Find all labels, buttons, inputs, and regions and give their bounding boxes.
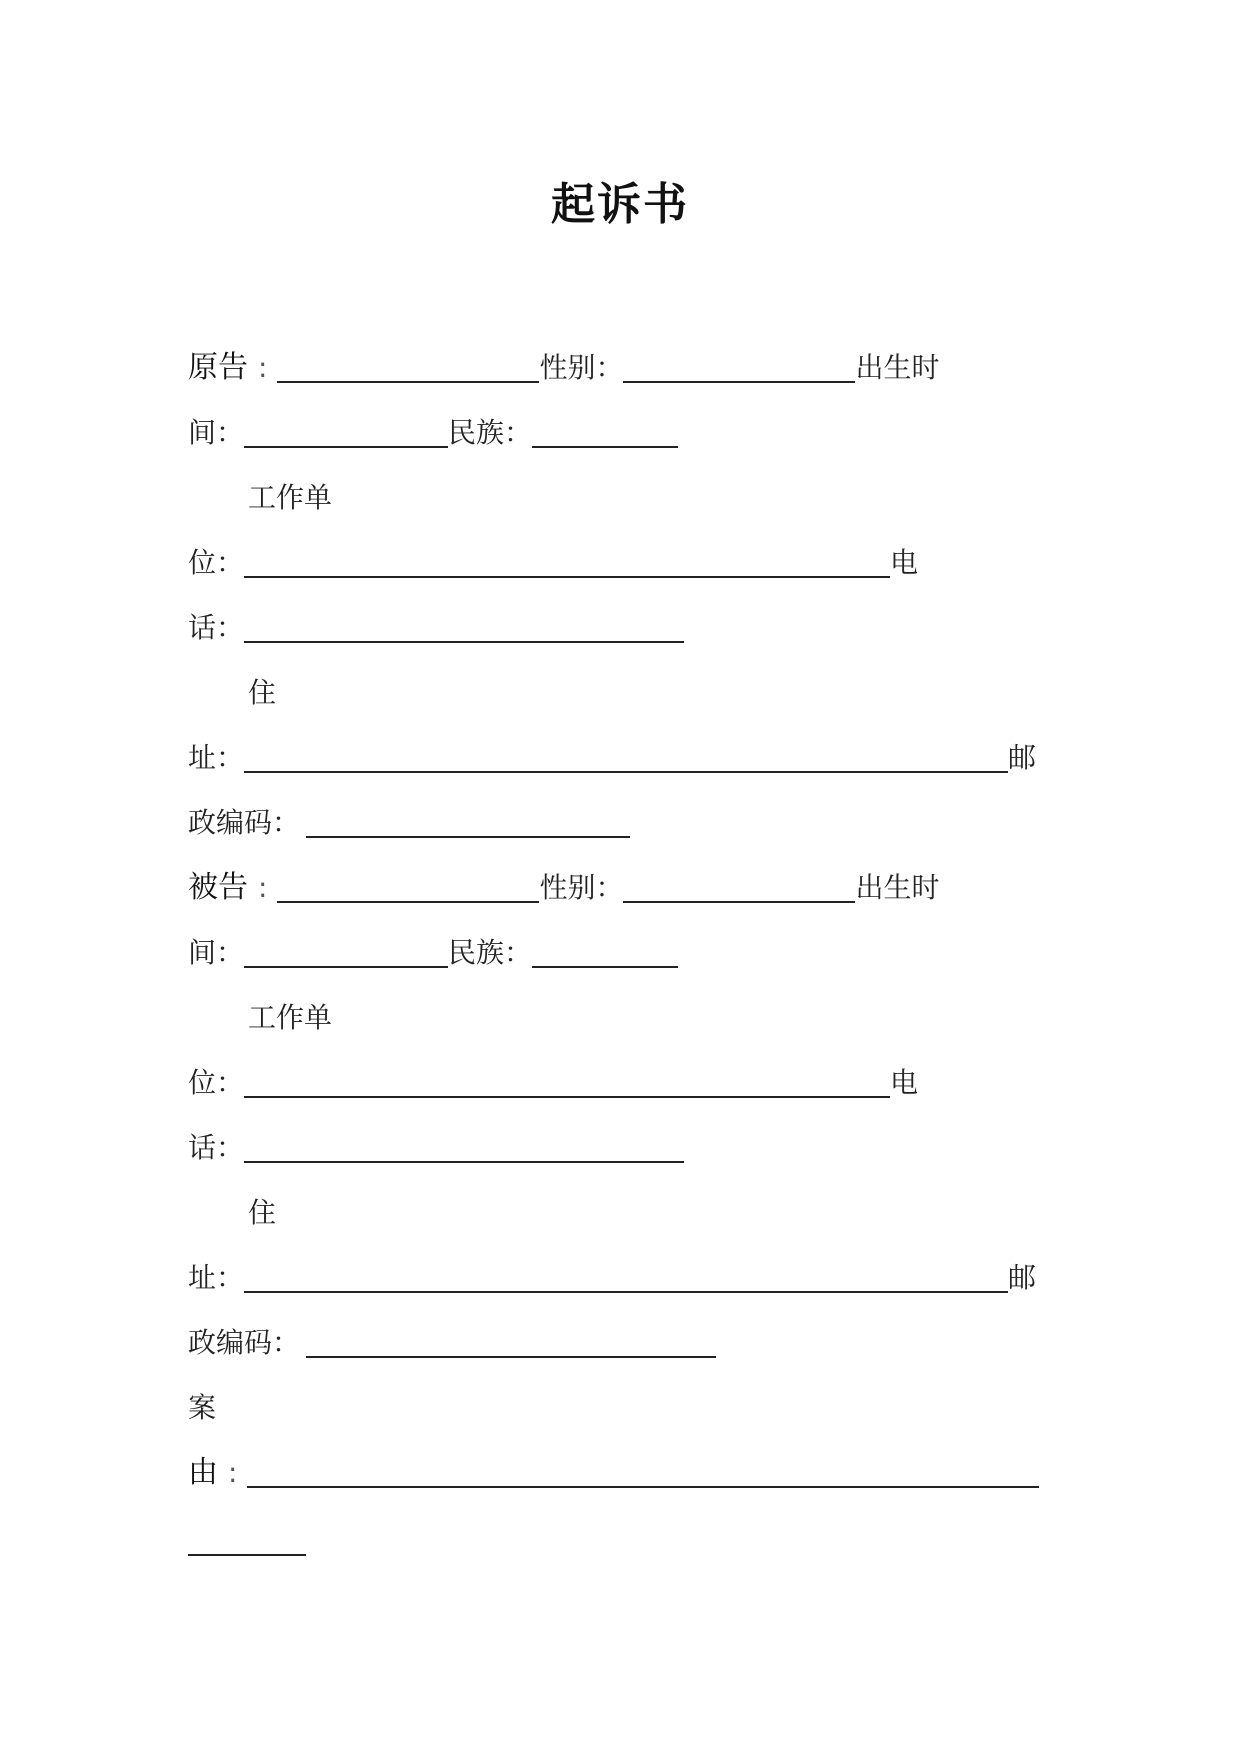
plaintiff-work-field[interactable] (244, 576, 890, 578)
defendant-colon: : (258, 871, 268, 904)
plaintiff-row-3 (248, 475, 332, 515)
case-cause-field[interactable] (247, 1486, 1039, 1488)
defendant-ethnicity-label: 民族： (448, 936, 533, 969)
plaintiff-gender-label: 性别： (539, 351, 624, 384)
plaintiff-row-2 (188, 410, 678, 450)
plaintiff-work-label-cont: 位： (188, 546, 245, 579)
plaintiff-row-4 (188, 540, 918, 580)
defendant-row-1 (188, 865, 939, 905)
plaintiff-postal-field[interactable] (306, 836, 630, 838)
defendant-name-field[interactable] (277, 901, 539, 903)
case-colon: : (228, 1456, 238, 1489)
plaintiff-birth-label: 出生时 (855, 351, 940, 384)
defendant-row-2 (188, 930, 678, 970)
defendant-label: 被告 (188, 870, 248, 905)
plaintiff-gender-field[interactable] (623, 381, 855, 383)
defendant-gender-label: 性别： (539, 871, 624, 904)
defendant-birth-label-cont: 间： (188, 936, 245, 969)
document-title: 起诉书 (551, 179, 689, 230)
defendant-work-field[interactable] (244, 1096, 890, 1098)
plaintiff-name-field[interactable] (277, 381, 539, 383)
case-cause-field-cont[interactable] (188, 1554, 306, 1556)
plaintiff-ethnicity-label: 民族： (448, 416, 533, 449)
plaintiff-postal-label-cont: 政编码： (188, 806, 301, 839)
defendant-row-8 (188, 1320, 716, 1360)
defendant-address-field[interactable] (244, 1291, 1008, 1293)
defendant-phone-label-cont: 话： (188, 1131, 245, 1164)
defendant-postal-label: 邮 (1008, 1261, 1037, 1294)
plaintiff-phone-label: 电 (890, 546, 919, 579)
defendant-phone-field[interactable] (244, 1161, 684, 1163)
plaintiff-colon: : (258, 351, 268, 384)
defendant-postal-label-cont: 政编码： (188, 1326, 301, 1359)
defendant-row-4 (188, 1060, 918, 1100)
plaintiff-ethnicity-field[interactable] (532, 446, 678, 448)
case-label-cont: 由 (188, 1455, 218, 1490)
case-row-3 (188, 1518, 306, 1558)
defendant-row-7 (188, 1255, 1036, 1295)
plaintiff-row-1 (188, 345, 939, 385)
plaintiff-phone-label-cont: 话： (188, 611, 245, 644)
plaintiff-row-5 (188, 605, 684, 645)
case-label: 案 (188, 1391, 217, 1424)
plaintiff-birth-label-cont: 间： (188, 416, 245, 449)
defendant-row-6 (248, 1190, 276, 1230)
defendant-address-label-cont: 址： (188, 1261, 245, 1294)
plaintiff-birth-field[interactable] (244, 446, 448, 448)
defendant-phone-label: 电 (890, 1066, 919, 1099)
plaintiff-address-field[interactable] (244, 771, 1008, 773)
case-row-1 (188, 1385, 216, 1425)
defendant-address-label: 住 (248, 1196, 277, 1229)
defendant-birth-label: 出生时 (855, 871, 940, 904)
plaintiff-phone-field[interactable] (244, 641, 684, 643)
defendant-ethnicity-field[interactable] (532, 966, 678, 968)
plaintiff-row-7 (188, 735, 1036, 775)
plaintiff-row-8 (188, 800, 630, 840)
plaintiff-postal-label: 邮 (1008, 741, 1037, 774)
defendant-postal-field[interactable] (306, 1356, 716, 1358)
plaintiff-address-label-cont: 址： (188, 741, 245, 774)
defendant-birth-field[interactable] (244, 966, 448, 968)
defendant-row-3 (248, 995, 332, 1035)
defendant-row-5 (188, 1125, 684, 1165)
defendant-work-label-cont: 位： (188, 1066, 245, 1099)
defendant-gender-field[interactable] (623, 901, 855, 903)
defendant-work-label: 工作单 (248, 1001, 333, 1034)
plaintiff-label: 原告 (188, 350, 248, 385)
plaintiff-work-label: 工作单 (248, 481, 333, 514)
plaintiff-address-label: 住 (248, 676, 277, 709)
case-row-2 (188, 1450, 1039, 1490)
plaintiff-row-6 (248, 670, 276, 710)
